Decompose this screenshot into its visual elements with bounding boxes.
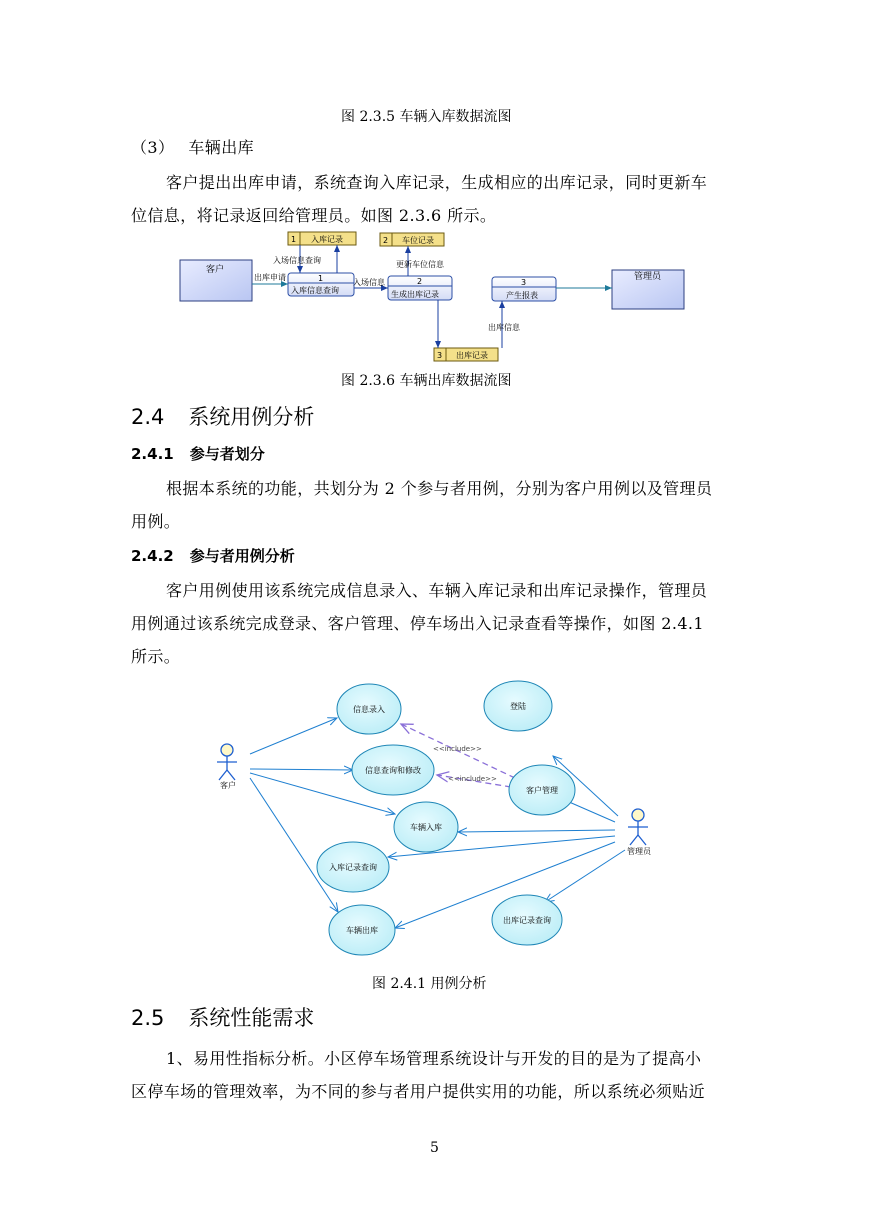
usecase-label: 客户管理 [526,786,558,795]
subsection-title: 参与者划分 [189,445,265,463]
figure-caption-2-3-5: 图 2.3.5 车辆入库数据流图 [341,109,512,125]
include-label: <<include>> [433,745,482,753]
process-generate-report [492,277,556,301]
flow-label: 入场信息 [353,278,385,287]
datastore-space-record [380,233,444,246]
figure-caption-2-3-6: 图 2.3.6 车辆出库数据流图 [341,373,512,389]
entity-label: 管理员 [634,272,662,282]
actor-admin-icon [628,809,648,845]
subsection-number: 2.4.1 [131,445,174,463]
association-line [250,778,338,912]
paragraph-line: 根据本系统的功能，共划分为 2 个参与者用例，分别为客户用例以及管理员 [166,479,713,498]
process-id: 3 [521,278,527,287]
datastore-entry-record [288,232,356,245]
actor-customer-icon [217,744,237,780]
usecase-label: 入库记录查询 [329,863,377,872]
flow-label: 更新车位信息 [396,260,444,269]
datastore-id: 1 [291,235,297,244]
paragraph-line: 位信息，将记录返回给管理员。如图 2.3.6 所示。 [131,206,497,225]
usecase-label: 信息查询和修改 [365,766,421,775]
association-line [458,830,615,832]
process-entry-query [288,273,354,296]
paragraph-line: 区停车场的管理效率，为不同的参与者用户提供实用的功能，所以系统必须贴近 [131,1082,706,1101]
figure-caption-2-4-1: 图 2.4.1 用例分析 [372,976,487,992]
usecase-label: 登陆 [510,702,526,711]
section-title: 系统用例分析 [188,405,315,429]
actor-label: 客户 [220,781,236,790]
datastore-name: 车位记录 [402,236,434,245]
process-name: 生成出库记录 [391,290,439,299]
paragraph-line: 用例。 [131,512,181,531]
association-line [545,850,625,902]
flow-label: 入场信息查询 [273,256,321,265]
include-label: <<include>> [448,775,497,783]
datastore-exit-record [434,348,498,361]
paragraph-line: 用例通过该系统完成登录、客户管理、停车场出入记录查看等操作，如图 2.4.1 [131,614,704,633]
subsection-heading-2-4-2 [131,545,295,566]
paragraph-line: 客户提出出库申请，系统查询入库记录，生成相应的出库记录，同时更新车 [166,173,708,192]
subsection-heading-2-4-1 [131,443,265,464]
subsection-title: 参与者用例分析 [189,547,295,565]
section-number: 2.4 [131,405,165,429]
external-entity-customer [180,260,252,301]
subsection-number: 2.4.2 [131,547,174,565]
datastore-id: 3 [437,351,443,360]
section-heading-2-5 [131,1002,314,1032]
process-generate-exit [388,276,452,300]
paragraph-line: 客户用例使用该系统完成信息录入、车辆入库记录和出库记录操作，管理员 [166,581,708,600]
dataflow-diagram [170,226,700,366]
flow-label: 出库信息 [488,323,520,332]
usecase-label: 出库记录查询 [503,916,551,925]
section-heading-2-4 [131,401,314,431]
subsection-number: （3） [131,138,175,157]
page-number: 5 [430,1140,439,1156]
subsection-title: 车辆出库 [188,138,254,157]
process-name: 产生报表 [506,291,538,300]
section-number: 2.5 [131,1006,165,1030]
datastore-name: 入库记录 [311,235,343,244]
process-id: 1 [318,274,324,283]
paragraph-line: 所示。 [131,647,181,666]
actor-label: 管理员 [627,847,651,856]
association-line [250,769,353,770]
paragraph-line: 1、易用性指标分析。小区停车场管理系统设计与开发的目的是为了提高小 [166,1049,702,1068]
flow-label: 出库申请 [254,273,286,282]
section-title: 系统性能需求 [188,1006,315,1030]
usecase-label: 车辆入库 [410,823,442,832]
process-name: 入库信息查询 [291,286,339,295]
external-entity-admin [612,270,684,309]
entity-label: 客户 [206,265,225,275]
usecase-label: 信息录入 [353,705,385,714]
usecase-label: 车辆出库 [346,926,378,935]
datastore-name: 出库记录 [456,351,488,360]
subsection-heading [131,135,254,158]
association-line [250,718,337,754]
process-id: 2 [417,277,423,286]
datastore-id: 2 [383,236,389,245]
use-case-diagram [205,680,665,965]
